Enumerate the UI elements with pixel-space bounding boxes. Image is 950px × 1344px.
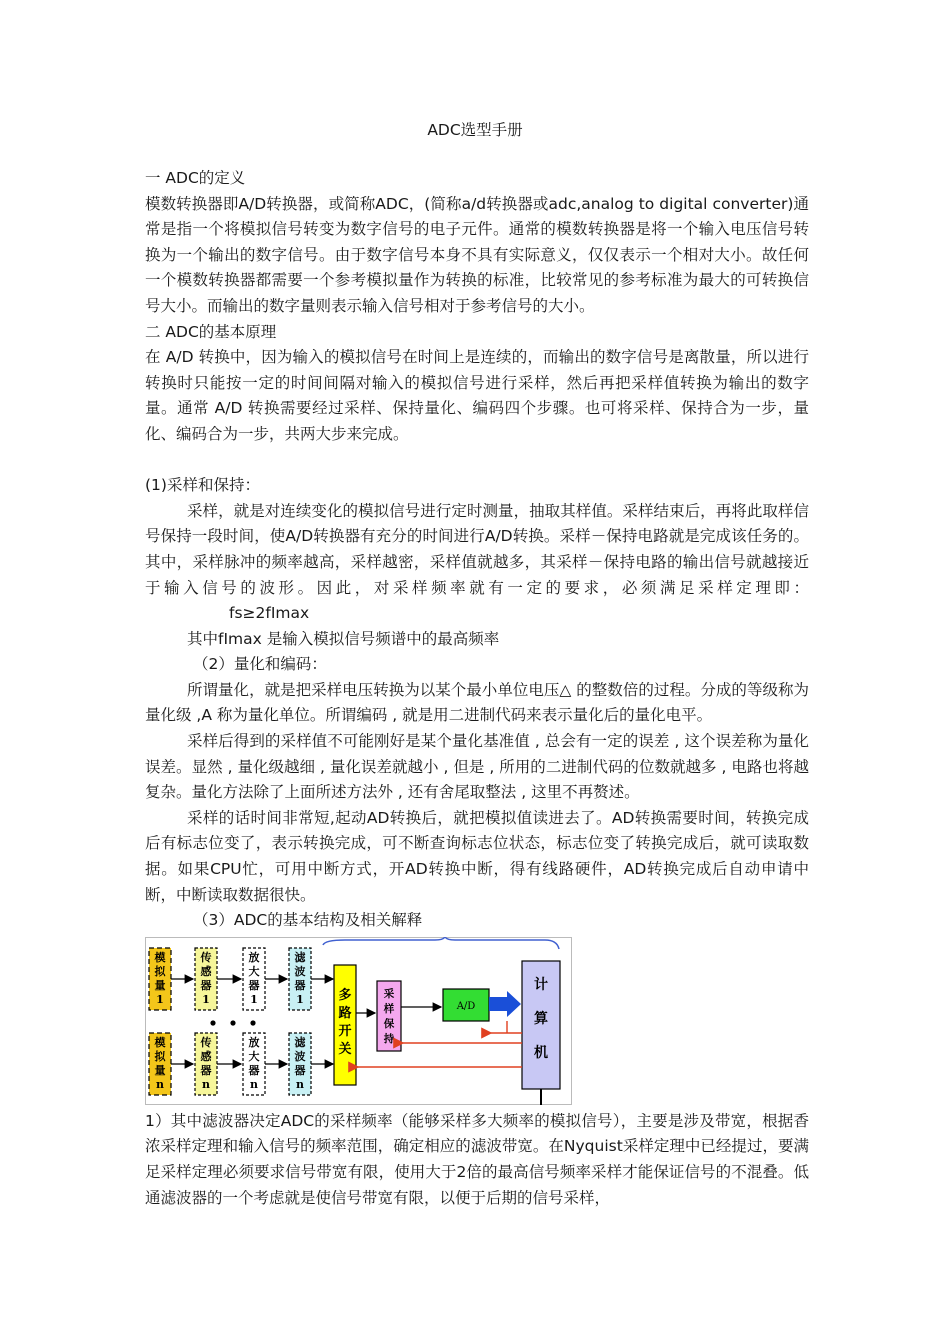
sampling-theorem-formula: fs≥2fImax <box>229 604 310 623</box>
sample-hold-label-char: 样 <box>383 1002 395 1015</box>
adc-structure-svg <box>145 937 572 1105</box>
analog-label-n-char: n <box>156 1077 164 1091</box>
filter-label-1-char: 器 <box>294 978 306 992</box>
ellipsis-dot <box>210 1020 215 1025</box>
computer-label-char: 机 <box>534 1044 548 1061</box>
analog-label-1-char: 模 <box>154 950 166 964</box>
section-heading-definition: 一 ADC的定义 <box>145 169 246 187</box>
paragraph-quantization-error: 采样后得到的采样值不可能刚好是某个量化基准值 , 总会有一定的误差 , 这个误差称为量化误差。显然 , 量化级越细 , 量化误差就越小 , 但是 , 所用的二进制代码的位数就越多 , 电路也将越 复杂。量化方法除了上面所述方法外 , 还有舍尾取整法 , 这里不再赘述。 <box>145 732 809 802</box>
analog-label-n-char: 拟 <box>154 1049 166 1063</box>
sample-hold-label-char: 保 <box>383 1017 395 1030</box>
analog-label-1-char: 量 <box>154 978 166 992</box>
sample-hold-label-char: 持 <box>383 1032 395 1045</box>
filter-label-1-char: 滤 <box>294 950 306 964</box>
sensor-label-n-char: n <box>202 1077 210 1091</box>
ad-label: A/D <box>456 1000 476 1012</box>
filter-label-1-char: 1 <box>296 992 304 1006</box>
analog-label-n-char: 模 <box>154 1035 166 1049</box>
filter-label-1-char: 波 <box>294 964 306 978</box>
sensor-label-n-char: 传 <box>200 1035 212 1049</box>
analog-label-1-char: 拟 <box>154 964 166 978</box>
ellipsis-dot <box>250 1020 255 1025</box>
sensor-label-1-char: 器 <box>200 978 212 992</box>
document-title: ADC选型手册 <box>427 121 523 139</box>
paragraph-sampling <box>145 499 809 627</box>
amp-label-n-char: 器 <box>248 1063 260 1077</box>
amp-label-1-char: 大 <box>248 964 260 978</box>
paragraph-sampling-text: 采样，就是对连续变化的模拟信号进行定时测量，抽取其样值。采样结束后，再将此取样信号保持一段时间，使A/D转换器有充分的时间进行A/D转换。采样－保持电路就是完成该任务的。其中，采样脉冲的频率越高，采样越密，采样值就越多，其采样－保持电路的输出信号就越接近于输入信号的波形。因此，对采样频率就有一定的要求，必须满足采样定理即： <box>145 501 809 597</box>
amp-label-n-char: 大 <box>248 1049 260 1063</box>
amp-label-1-char: 放 <box>248 950 260 964</box>
section-heading-principle: 二 ADC的基本原理 <box>145 322 277 341</box>
paragraph-fimax-note: 其中fImax 是输入模拟信号频谱中的最高频率 <box>187 629 500 648</box>
amp-label-n-char: n <box>250 1077 258 1091</box>
sensor-label-n-char: 感 <box>200 1049 212 1063</box>
paragraph-definition: 模数转换器即A/D转换器，或简称ADC，(简称a/d转换器或adc,analog to digital converter)通常是指一个将模拟信号转变为数字信号的电子元件。通常的模数转换器是将一个输入电压信号转换为一个输出的数字信号。由于数字信号本身不具有实际意义，仅仅表示一个相对大小。故任何一个模数转换器都需要一个参考模拟量作为转换的标准，比较常见的参考标准为最大的可转换信号大小。而输出的数字量则表示输入信号相对于参考信号的大小。 <box>145 194 809 315</box>
sensor-label-1-char: 感 <box>200 964 212 978</box>
subheading-structure: （3）ADC的基本结构及相关解释 <box>193 911 423 930</box>
subheading-sampling: (1)采样和保持： <box>145 476 260 495</box>
document-body <box>145 166 809 1211</box>
computer-label <box>534 976 548 1061</box>
sensor-label-n-char: 器 <box>200 1063 212 1077</box>
filter-label-n-char: n <box>296 1077 304 1091</box>
amp-label-1-char: 器 <box>248 978 260 992</box>
multiplexer-label-char: 路 <box>338 1005 352 1021</box>
filter-label-n-char: 滤 <box>294 1035 306 1049</box>
analog-label-n-char: 量 <box>154 1063 166 1077</box>
computer-label-char: 算 <box>534 1010 548 1027</box>
paragraph-conversion-time: 采样的话时间非常短,起动AD转换后，就把模拟值读进去了。AD转换需要时间，转换完成后有标志位变了，表示转换完成，可不断查询标志位状态，标志位变了转换完成后，就可读取数据。如果CPU忙，可用中断方式，开AD转换中断，得有线路硬件，AD转换完成后自动申请中断，中断读取数据很快。 <box>145 808 809 904</box>
paragraph-filter-explanation: 1）其中滤波器决定ADC的采样频率（能够采样多大频率的模拟信号），主要是涉及带宽，根据香浓采样定理和输入信号的频率范围，确定相应的滤波带宽。在Nyquist采样定理中已经提过，要满足采样定理必须要求信号带宽有限，使用大于2倍的最高信号频率采样才能保证信号的不混叠。低通滤波器的一个考虑就是使信号带宽有限，以便于后期的信号采样， <box>145 1111 809 1207</box>
subheading-quantization: （2）量化和编码： <box>193 655 327 674</box>
amp-label-1-char: 1 <box>250 992 258 1006</box>
adc-structure-diagram <box>145 937 572 1105</box>
paragraph-principle: 在 A/D 转换中，因为输入的模拟信号在时间上是连续的，而输出的数字信号是离散量，所以进行转换时只能按一定的时间间隔对输入的模拟信号进行采样，然后再把采样值转换为输出的数字量。通常 A/D 转换需要经过采样、保持量化、编码四个步骤。也可将采样、保持合为一步，量化、编码合为一步，共两大步来完成。 <box>145 348 809 443</box>
sensor-label-1-char: 传 <box>200 950 212 964</box>
filter-label-n-char: 波 <box>294 1049 306 1063</box>
sensor-label-1-char: 1 <box>202 992 210 1006</box>
analog-label-1-char: 1 <box>156 992 164 1006</box>
computer-label-char: 计 <box>534 976 548 993</box>
amp-label-n-char: 放 <box>248 1035 260 1049</box>
ellipsis-dot <box>230 1020 235 1025</box>
filter-label-n-char: 器 <box>294 1063 306 1077</box>
multiplexer-label-char: 关 <box>338 1041 352 1057</box>
multiplexer-label-char: 开 <box>338 1023 352 1039</box>
blank-line <box>145 448 809 474</box>
paragraph-quantization: 所谓量化，就是把采样电压转换为以某个最小单位电压△ 的整数倍的过程。分成的等级称为量化级 ,A 称为量化单位。所谓编码 , 就是用二进制代码来表示量化后的量化电平。 <box>145 680 809 725</box>
multiplexer-label-char: 多 <box>338 987 352 1003</box>
sample-hold-label-char: 采 <box>383 987 395 1000</box>
